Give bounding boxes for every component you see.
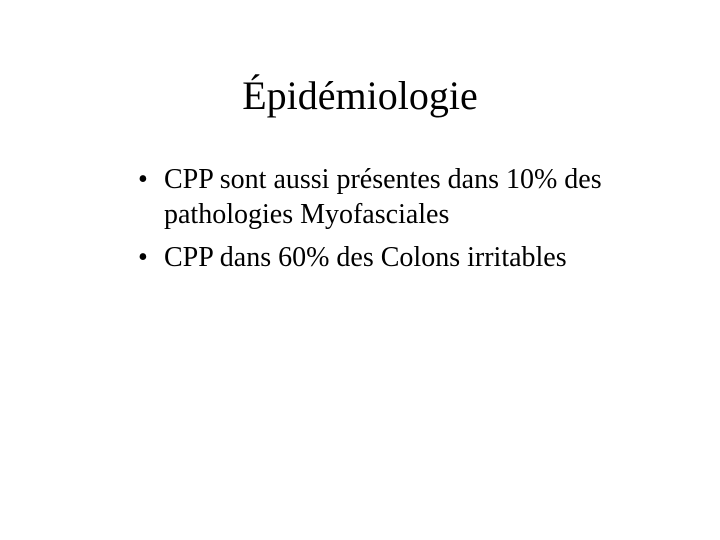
bullet-text: CPP sont aussi présentes dans 10% des pathologies Myofasciales [164,164,602,230]
bullet-item [138,240,658,275]
bullet-marker: • [138,164,148,195]
bullet-list [138,162,658,283]
slide-title: Épidémiologie [242,73,478,118]
bullet-item [138,162,658,232]
bullet-text: CPP dans 60% des Colons irritables [164,242,567,273]
bullet-marker: • [138,242,148,273]
